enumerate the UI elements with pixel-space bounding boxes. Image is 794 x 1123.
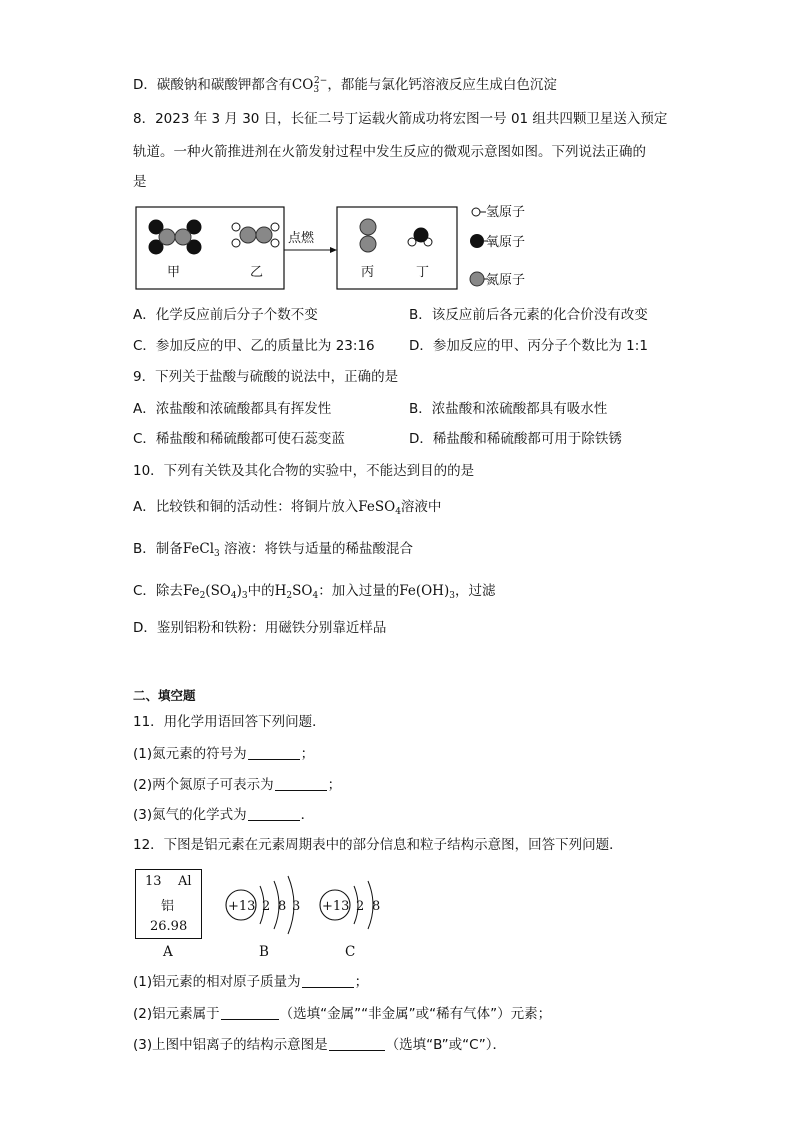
arrow-label: 点燃 xyxy=(288,231,315,246)
molecule-ding xyxy=(408,228,432,246)
periodic-table-cell-al xyxy=(135,869,202,939)
svg-text:氢原子: 氢原子 xyxy=(486,205,526,220)
q8-stem-line2: 轨道。一种火箭推进剂在火箭发射过程中发生反应的微观示意图如图。下列说法正确的 xyxy=(133,144,646,160)
label-bing: 丙 xyxy=(361,265,375,280)
answer-blank[interactable] xyxy=(248,746,300,760)
q11-part2: (2)两个氮原子可表示为 ； xyxy=(133,777,342,793)
carbonate-ion: $CO_3^{2-}$ xyxy=(291,76,328,95)
answer-blank[interactable] xyxy=(248,807,300,821)
svg-text:8: 8 xyxy=(372,899,381,914)
atomic-mass: 26.98 xyxy=(150,919,188,934)
q12-stem: 12．下图是铝元素在元素周期表中的部分信息和粒子结构示意图，回答下列问题． xyxy=(133,837,623,853)
svg-text:3: 3 xyxy=(292,899,301,914)
svg-text:氮原子: 氮原子 xyxy=(486,273,526,288)
q8-option-d: D．参加反应的甲、丙分子个数比为 1:1 xyxy=(409,338,648,354)
element-name: 铝 xyxy=(161,899,175,914)
q12-part1: (1)铝元素的相对原子质量为 ； xyxy=(133,974,369,990)
molecule-yi xyxy=(232,223,279,247)
molecule-bing xyxy=(360,219,376,252)
q12-part3: (3)上图中铝离子的结构示意图是 （选填“B”或“C”）． xyxy=(133,1037,507,1053)
q10-option-d: D．鉴别铝粉和铁粉：用磁铁分别靠近样品 xyxy=(133,620,387,636)
q9-option-c: C．稀盐酸和稀硫酸都可使石蕊变蓝 xyxy=(133,431,345,447)
section-title-fill-in: 二、填空题 xyxy=(133,688,196,703)
q9-option-a: A．浓盐酸和浓硫酸都具有挥发性 xyxy=(133,401,332,417)
legend-nitrogen xyxy=(470,272,525,288)
q10-stem: 10．下列有关铁及其化合物的实验中，不能达到目的的是 xyxy=(133,463,475,479)
svg-text:+13: +13 xyxy=(228,899,256,914)
atomic-number: 13 xyxy=(145,874,162,889)
q11-part3: (3)氮气的化学式为 ． xyxy=(133,807,315,823)
q8-option-b: B．该反应前后各元素的化合价没有改变 xyxy=(409,307,648,323)
label-yi: 乙 xyxy=(250,265,264,280)
product-box xyxy=(337,207,457,289)
q11-stem: 11．用化学用语回答下列问题． xyxy=(133,714,326,730)
answer-blank[interactable] xyxy=(329,1037,385,1051)
q9-option-d: D．稀盐酸和稀硫酸都可用于除铁锈 xyxy=(409,431,622,447)
label-ding: 丁 xyxy=(416,265,430,280)
label-c: C xyxy=(345,944,356,960)
q8-stem-line1: 8．2023 年 3 月 30 日，长征二号丁运载火箭成功将宏图一号 01 组共四颗卫星送入预定 xyxy=(133,111,668,127)
svg-text:2: 2 xyxy=(356,899,365,914)
legend-hydrogen xyxy=(472,205,525,220)
q12-part2: (2)铝元素属于 （选填“金属”“非金属”或“稀有气体”）元素； xyxy=(133,1006,552,1022)
reaction-diagram xyxy=(130,198,570,298)
q11-part1: (1)氮元素的符号为 ； xyxy=(133,746,315,762)
label-jia: 甲 xyxy=(167,265,181,280)
svg-text:+13: +13 xyxy=(322,899,350,914)
atom-structure-b xyxy=(222,872,310,938)
answer-blank[interactable] xyxy=(221,1006,279,1020)
answer-blank[interactable] xyxy=(275,777,327,791)
svg-text:2: 2 xyxy=(262,899,271,914)
q8-option-a: A．化学反应前后分子个数不变 xyxy=(133,307,318,323)
q9-stem: 9．下列关于盐酸与硫酸的说法中，正确的是 xyxy=(133,369,399,385)
label-b: B xyxy=(259,944,269,960)
ion-structure-c xyxy=(314,872,386,938)
q8-stem-line3: 是 xyxy=(133,174,147,190)
q10-option-b: B．制备FeCl$_3$ 溶液：将铁与适量的稀盐酸混合 xyxy=(133,541,414,559)
answer-blank[interactable] xyxy=(302,974,354,988)
q7-option-d: D．碳酸钠和碳酸钾都含有$CO_3^{2-}$，都能与氯化钙溶液反应生成白色沉淀 xyxy=(133,76,557,95)
q10-option-c: C．除去$Fe_2(SO_4)_3$中的$H_2SO_4$：加入过量的$Fe(OH)_3$，过滤 xyxy=(133,583,496,601)
svg-text:8: 8 xyxy=(278,899,287,914)
q8-option-c: C．参加反应的甲、乙的质量比为 23:16 xyxy=(133,338,375,354)
svg-text:氧原子: 氧原子 xyxy=(486,235,526,250)
element-symbol: Al xyxy=(178,874,192,889)
reaction-arrow-icon xyxy=(330,247,337,253)
legend-oxygen xyxy=(470,234,525,250)
q9-option-b: B．浓盐酸和浓硫酸都具有吸水性 xyxy=(409,401,608,417)
label-a: A xyxy=(163,944,173,960)
q10-option-a: A．比较铁和铜的活动性：将铜片放入FeSO$_4$溶液中 xyxy=(133,499,442,517)
molecule-jia xyxy=(149,220,201,254)
